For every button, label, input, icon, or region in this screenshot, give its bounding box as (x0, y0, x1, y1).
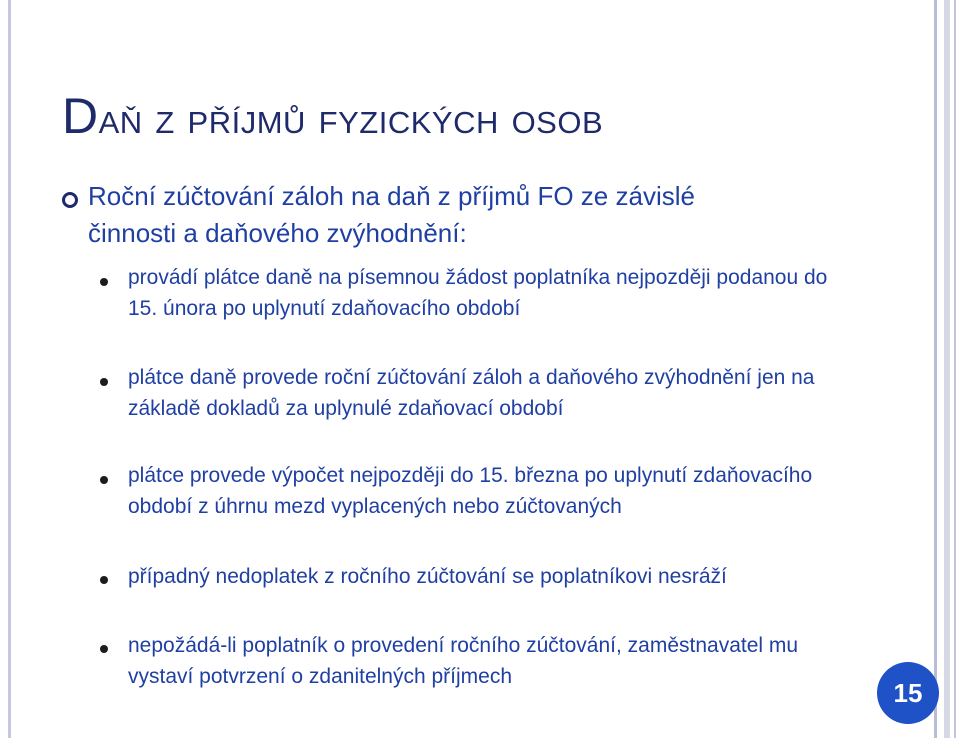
dot-bullet-icon (100, 576, 108, 584)
right-border-line-3 (954, 0, 956, 738)
right-border-line-1 (934, 0, 937, 738)
dot-bullet-icon (100, 476, 108, 484)
main-point: Roční zúčtování záloh na daň z příjmů FO ze závislé činnosti a daňového zvýhodnění: (88, 181, 695, 248)
sub-point-1: provádí plátce daně na písemnou žádost poplatníka nejpozději podanou do 15. února po uplynutí zdaňovacího období (128, 266, 828, 320)
ring-bullet-icon (62, 192, 78, 208)
sub-point-3: plátce provede výpočet nejpozději do 15. března po uplynutí zdaňovacího období z úhrnu mezd vyplacených nebo zúčtovaných (128, 464, 813, 518)
sub-point-5: nepožádá-li poplatník o provedení ročního zúčtování, zaměstnavatel mu vystaví potvrzení o zdanitelných příjmech (128, 634, 799, 688)
sub-point-2: plátce daně provede roční zúčtování záloh a daňového zvýhodnění jen na základě dokladů za uplynulé zdaňovací období (128, 366, 815, 420)
dot-bullet-icon (100, 378, 108, 386)
title-rest: aň z příjmů fyzických osob (98, 94, 604, 143)
sub-point-4: případný nedoplatek z ročního zúčtování se poplatníkovi nesráží (128, 565, 727, 588)
left-border-line (8, 0, 11, 738)
title-first-letter: D (62, 88, 99, 144)
page-number-badge: 15 (877, 662, 939, 724)
right-border-line-2 (944, 0, 950, 738)
slide-title (62, 86, 603, 149)
dot-bullet-icon (100, 278, 108, 286)
dot-bullet-icon (100, 645, 108, 653)
